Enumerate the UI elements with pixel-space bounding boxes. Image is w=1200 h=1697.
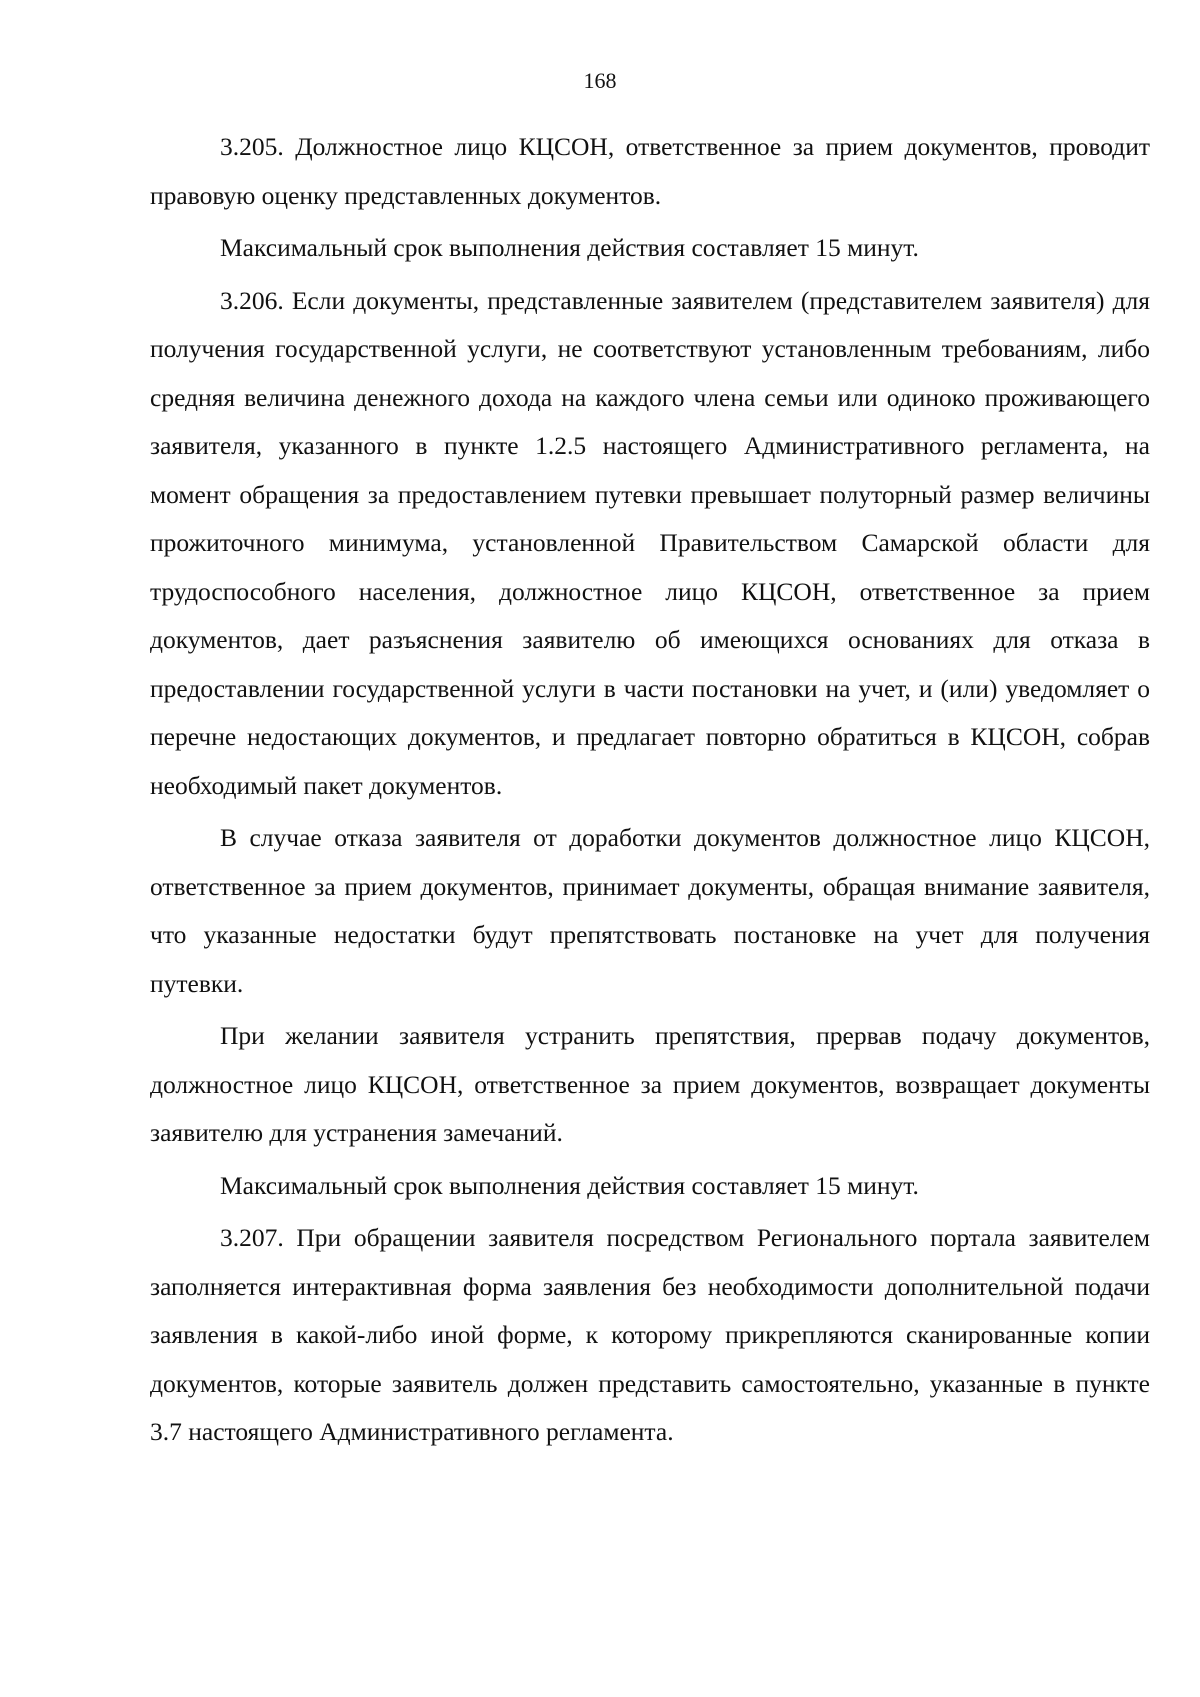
paragraph-3-205: 3.205. Должностное лицо КЦСОН, ответственное за прием документов, проводит правовую оценку представленных документов.	[150, 132, 1150, 210]
paragraph-remove-obstacles: При желании заявителя устранить препятствия, прервав подачу документов, должностное лицо КЦСОН, ответственное за прием документов, возвращает документы заявителю для устранения замечаний.	[150, 1021, 1150, 1147]
document-body	[150, 123, 1150, 1461]
paragraph-3-207: 3.207. При обращении заявителя посредством Регионального портала заявителем заполняется интерактивная форма заявления без необходимости дополнительной подачи заявления в какой-либо иной форме, к которому прикрепляются сканированные копии документов, которые заявитель должен представить самостоятельно, указанные в пункте 3.7 настоящего Административного регламента.	[150, 1223, 1150, 1446]
paragraph-max-time-2: Максимальный срок выполнения действия составляет 15 минут.	[220, 1170, 919, 1200]
paragraph-max-time-1: Максимальный срок выполнения действия составляет 15 минут.	[220, 233, 919, 262]
paragraph-3-206: 3.206. Если документы, представленные заявителем (представителем заявителя) для получения государственной услуги, не соответствуют установленным требованиям, либо средняя величина денежного дохода на каждого члена семьи или одиноко проживающего заявителя, указанного в пункте 1.2.5 настоящего Административного регламента, на момент обращения за предоставлением путевки превышает полуторный размер величины прожиточного минимума, установленной Правительством Самарской области для трудоспособного населения, должностное лицо КЦСОН, ответственное за прием документов, дает разъяснения заявителю об имеющихся основаниях для отказа в предоставлении государственной услуги в части постановки на учет, и (или) уведомляет о перечне недостающих документов, и предлагает повторно обратиться в КЦСОН, собрав необходимый пакет документов.	[150, 285, 1150, 800]
paragraph-refusal-case: В случае отказа заявителя от доработки документов должностное лицо КЦСОН, ответственное за прием документов, принимает документы, обращая внимание заявителя, что указанные недостатки будут препятствовать постановке на учет для получения путевки.	[150, 823, 1150, 998]
page-number: 168	[583, 68, 617, 93]
